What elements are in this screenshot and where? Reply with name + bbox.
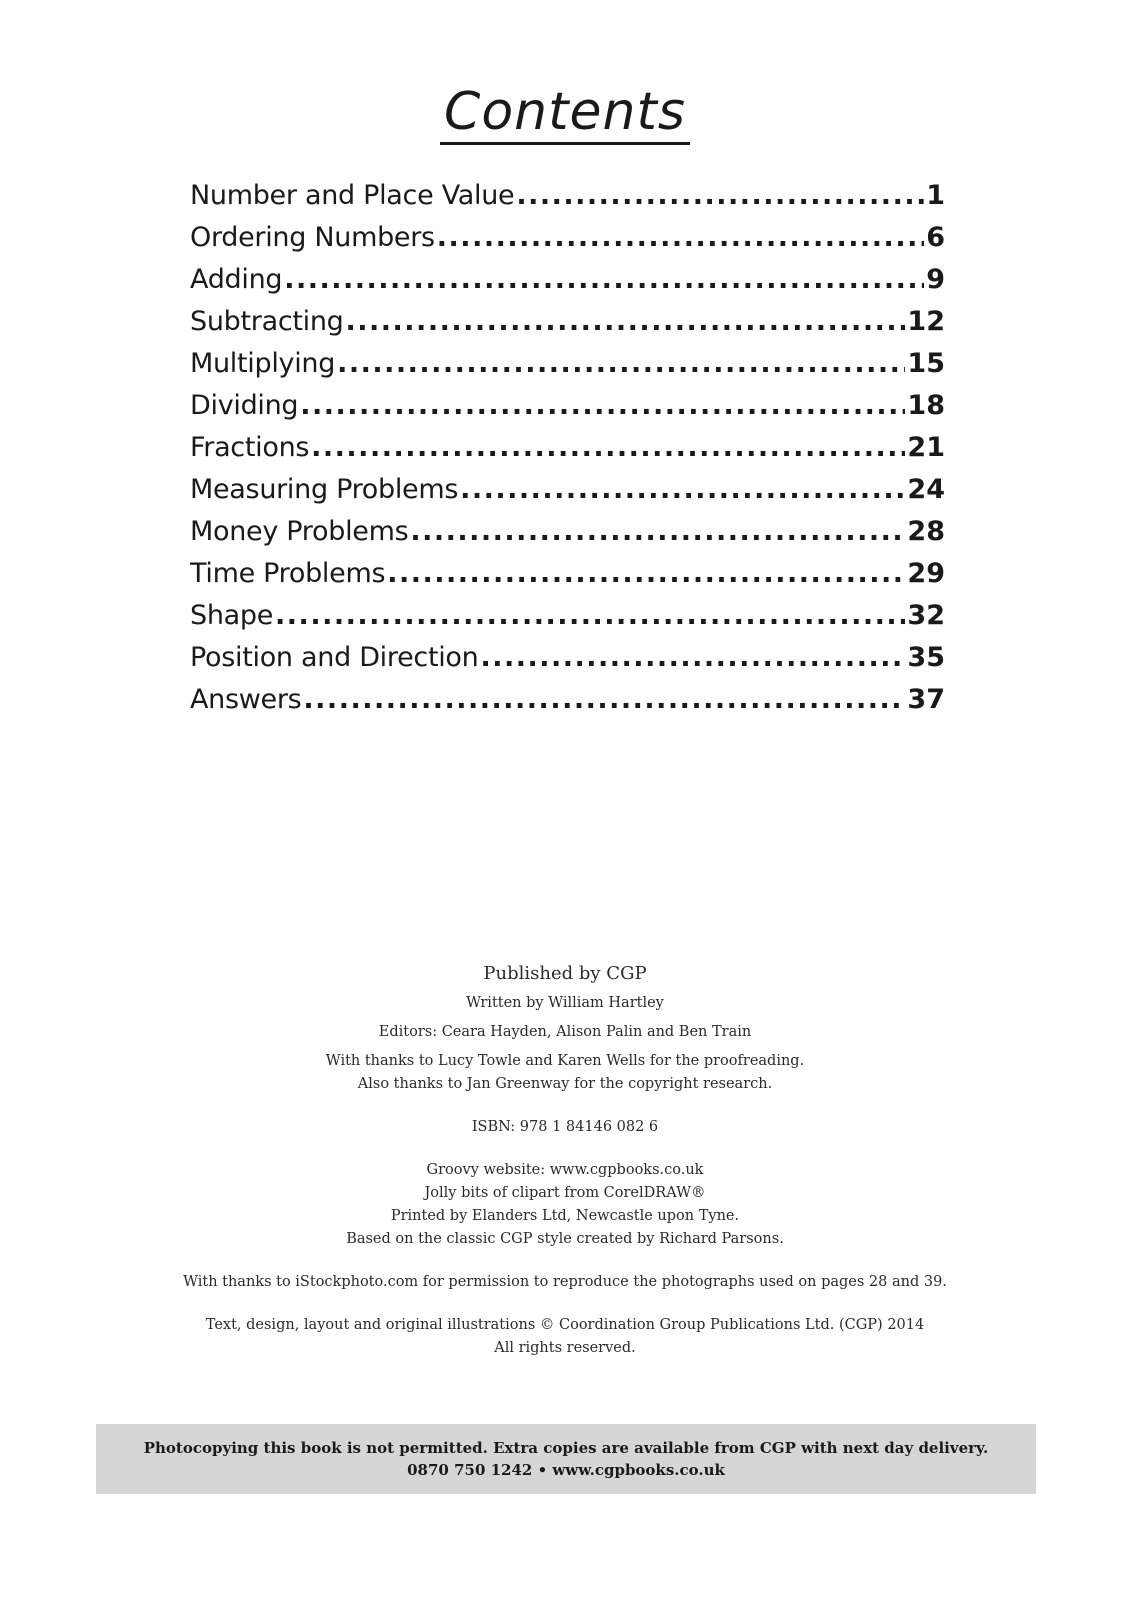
toc-label: Dividing xyxy=(190,390,299,421)
printer-line: Printed by Elanders Ltd, Newcastle upon Tyne. xyxy=(390,1208,740,1224)
toc-label: Answers xyxy=(190,684,302,715)
toc-entry-number-and-place-value[interactable] xyxy=(190,180,945,222)
toc-entry-shape[interactable] xyxy=(190,600,945,642)
toc-page-number: 18 xyxy=(907,390,945,421)
contact-line: 0870 750 1242 • www.cgpbooks.co.uk xyxy=(407,1461,725,1479)
toc-leader-dots xyxy=(303,684,905,715)
thanks-copyright-line: Also thanks to Jan Greenway for the copyright research. xyxy=(357,1076,773,1092)
toc-leader-dots xyxy=(346,306,906,337)
toc-leader-dots xyxy=(311,432,905,463)
toc-entry-money-problems[interactable] xyxy=(190,516,945,558)
toc-entry-answers[interactable] xyxy=(190,684,945,726)
isbn-line: ISBN: 978 1 84146 082 6 xyxy=(471,1119,659,1135)
toc-entry-subtracting[interactable] xyxy=(190,306,945,348)
toc-page-number: 12 xyxy=(907,306,945,337)
table-of-contents xyxy=(190,180,945,726)
toc-page-number: 1 xyxy=(926,180,945,211)
website-line: Groovy website: www.cgpbooks.co.uk xyxy=(426,1162,704,1178)
toc-page-number: 6 xyxy=(926,222,945,253)
toc-page-number: 35 xyxy=(907,642,945,673)
toc-leader-dots xyxy=(337,348,905,379)
toc-label: Money Problems xyxy=(190,516,409,547)
toc-leader-dots xyxy=(284,264,924,295)
toc-page-number: 29 xyxy=(907,558,945,589)
photocopy-notice-bar xyxy=(96,1424,1036,1494)
publication-credits xyxy=(0,962,1130,1360)
toc-leader-dots xyxy=(437,222,924,253)
istock-thanks-line: With thanks to iStockphoto.com for permission to reproduce the photographs used on pages 28 and 39. xyxy=(183,1274,947,1290)
toc-entry-adding[interactable] xyxy=(190,264,945,306)
copyright-line: Text, design, layout and original illustrations © Coordination Group Publications Ltd. (CGP) 2014 xyxy=(205,1317,925,1333)
toc-label: Number and Place Value xyxy=(190,180,515,211)
editors-line: Editors: Ceara Hayden, Alison Palin and Ben Train xyxy=(378,1024,752,1040)
toc-entry-time-problems[interactable] xyxy=(190,558,945,600)
toc-leader-dots xyxy=(410,516,905,547)
photocopy-notice: Photocopying this book is not permitted. Extra copies are available from CGP with next day delivery. xyxy=(143,1439,989,1457)
page-title xyxy=(0,82,1130,142)
toc-page-number: 21 xyxy=(907,432,945,463)
toc-page-number: 15 xyxy=(907,348,945,379)
toc-entry-multiplying[interactable] xyxy=(190,348,945,390)
toc-label: Shape xyxy=(190,600,274,631)
toc-page-number: 24 xyxy=(907,474,945,505)
toc-entry-measuring-problems[interactable] xyxy=(190,474,945,516)
thanks-proofreading-line: With thanks to Lucy Towle and Karen Wells for the proofreading. xyxy=(325,1053,805,1069)
toc-label: Subtracting xyxy=(190,306,344,337)
toc-entry-position-and-direction[interactable] xyxy=(190,642,945,684)
toc-page-number: 37 xyxy=(907,684,945,715)
toc-label: Adding xyxy=(190,264,283,295)
toc-leader-dots xyxy=(387,558,905,589)
rights-line: All rights reserved. xyxy=(494,1340,636,1356)
toc-leader-dots xyxy=(460,474,905,505)
toc-leader-dots xyxy=(516,180,924,211)
toc-entry-dividing[interactable] xyxy=(190,390,945,432)
toc-label: Time Problems xyxy=(190,558,386,589)
toc-entry-ordering-numbers[interactable] xyxy=(190,222,945,264)
page-title-text: Contents xyxy=(440,82,690,145)
toc-label: Position and Direction xyxy=(190,642,479,673)
toc-page-number: 32 xyxy=(907,600,945,631)
toc-entry-fractions[interactable] xyxy=(190,432,945,474)
toc-leader-dots xyxy=(300,390,905,421)
style-credit-line: Based on the classic CGP style created by Richard Parsons. xyxy=(346,1231,784,1247)
clipart-line: Jolly bits of clipart from CorelDRAW® xyxy=(424,1185,706,1201)
publisher-line: Published by CGP xyxy=(483,963,647,984)
toc-leader-dots xyxy=(480,642,905,673)
toc-page-number: 28 xyxy=(907,516,945,547)
toc-label: Measuring Problems xyxy=(190,474,459,505)
author-line: Written by William Hartley xyxy=(466,995,664,1011)
toc-label: Fractions xyxy=(190,432,310,463)
toc-leader-dots xyxy=(275,600,905,631)
toc-page-number: 9 xyxy=(926,264,945,295)
toc-label: Multiplying xyxy=(190,348,336,379)
toc-label: Ordering Numbers xyxy=(190,222,435,253)
